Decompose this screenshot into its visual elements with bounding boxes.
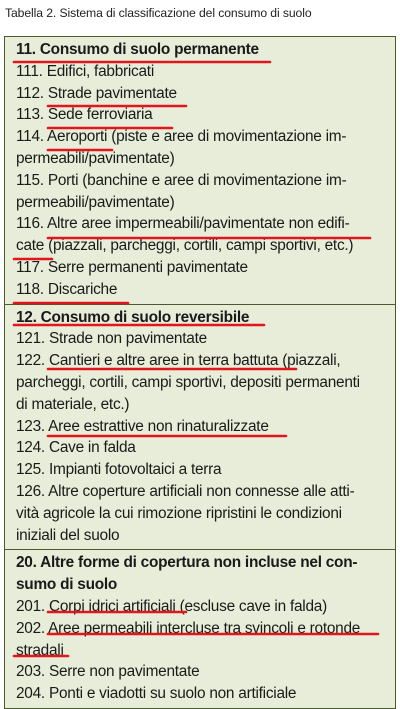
list-item: iniziali del suolo	[16, 526, 120, 544]
list-item: permeabili/pavimentate)	[16, 149, 175, 167]
list-item: 118. Discariche	[16, 280, 118, 298]
list-item: 114. Aeroporti (piste e aree di movimentazione im-	[16, 128, 347, 146]
list-item: 116. Altre aree impermeabili/pavimentate non edifi-	[16, 215, 350, 233]
section-permanent	[5, 37, 395, 304]
list-item: 112. Strade pavimentate	[16, 84, 177, 102]
list-item: 204. Ponti e viadotti su suolo non artificiale	[16, 685, 297, 703]
list-item: 113. Sede ferroviaria	[16, 106, 153, 124]
list-item: permeabili/pavimentate)	[16, 193, 175, 211]
section-heading: 20. Altre forme di copertura non incluse nel con-	[16, 554, 358, 572]
table-caption: Tabella 2. Sistema di classificazione del consumo di suolo	[5, 6, 312, 20]
list-item: di materiale, etc.)	[16, 395, 130, 413]
list-item: stradali	[16, 641, 64, 659]
list-item: 117. Serre permanenti pavimentate	[16, 258, 248, 276]
section-heading: 11. Consumo di suolo permanente	[16, 41, 259, 58]
section-heading-continued: sumo di suolo	[16, 576, 118, 594]
list-item: 203. Serre non pavimentate	[16, 663, 200, 681]
list-item: 124. Cave in falda	[16, 439, 136, 457]
list-item: 121. Strade non pavimentate	[16, 330, 207, 348]
list-item: 125. Impianti fotovoltaici a terra	[16, 461, 222, 479]
list-item: 123. Aree estrattive non rinaturalizzate	[16, 417, 269, 435]
list-item: 201. Corpi idrici artificiali (escluse cave in falda)	[16, 597, 327, 615]
section-other-coverage	[5, 549, 395, 708]
list-item: 126. Altre coperture artificiali non connesse alle atti-	[16, 482, 355, 500]
list-item: parcheggi, cortili, campi sportivi, depositi permanenti	[16, 373, 360, 391]
section-heading: 12. Consumo di suolo reversibile	[16, 308, 250, 326]
list-item: cate (piazzali, parcheggi, cortili, campi sportivi, etc.)	[16, 237, 354, 255]
list-item: 111. Edifici, fabbricati	[16, 62, 155, 80]
list-item: 202. Aree permeabili intercluse tra svincoli e rotonde	[16, 619, 361, 637]
section-reversible	[5, 304, 395, 550]
list-item: 115. Porti (banchine e aree di movimentazione im-	[16, 171, 347, 189]
list-item: 122. Cantieri e altre aree in terra battuta (piazzali,	[16, 352, 341, 370]
classification-table	[4, 36, 396, 709]
list-item: vità agricole la cui rimozione ripristini le condizioni	[16, 504, 342, 522]
